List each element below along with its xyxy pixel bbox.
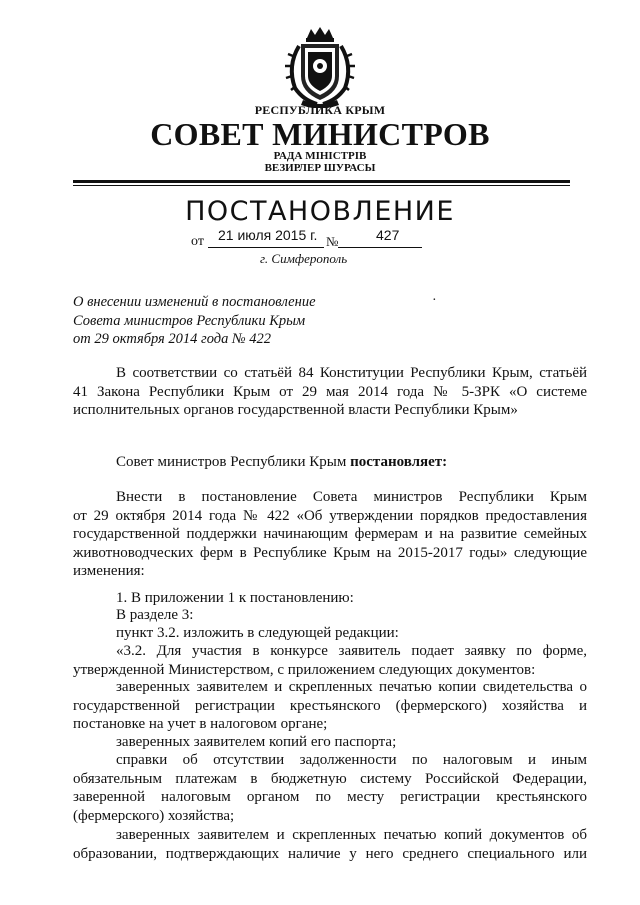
item-section: В разделе 3: <box>116 607 194 623</box>
date-underline <box>208 247 324 248</box>
header-rule-thick <box>73 180 570 183</box>
amendment-line: государственной поддержки начинающим фермерам и на развитие семейных <box>73 526 587 542</box>
council-title-ua: РАДА МІНІСТРІВ <box>273 150 367 162</box>
preamble-line: исполнительных органов государственной власти Республики Крым» <box>73 402 518 418</box>
doc-line: заверенной налоговым органом по месту регистрации крестьянского <box>73 789 587 805</box>
amendment-paragraph <box>73 488 587 581</box>
amendment-line: изменения: <box>73 563 145 579</box>
republic-name: РЕСПУБЛИКА КРЫМ <box>254 103 386 117</box>
document-type: ПОСТАНОВЛЕНИЕ <box>185 196 455 227</box>
council-title-crh: ВЕЗИРЛЕР ШУРАСЫ <box>264 162 376 174</box>
point-3-2-line: утвержденной Министерством, с приложением следующих документов: <box>73 661 536 678</box>
resolves-bold: постановляет: <box>350 454 448 470</box>
document-subject <box>73 293 316 349</box>
preamble-paragraph <box>73 364 587 420</box>
document-city: г. Симферополь <box>260 251 348 266</box>
number-underline <box>338 247 422 248</box>
doc-line: заверенных заявителем и скрепленных печатью копии свидетельства о <box>116 679 587 695</box>
header-rule-thin <box>73 185 570 186</box>
subject-line: О внесении изменений в постановление <box>73 294 316 310</box>
point-3-2-paragraph <box>73 642 587 679</box>
resolves-line <box>116 453 447 472</box>
document-number: 427 <box>376 227 400 243</box>
number-prefix: № <box>326 234 339 249</box>
doc-line: справки об отсутствии задолженности по налоговым и иным <box>116 752 587 768</box>
date-prefix: от <box>191 234 204 249</box>
doc-line: образовании, подтверждающих наличие у него среднего специального или <box>73 845 587 862</box>
resolves-text: Совет министров Республики Крым <box>116 454 351 470</box>
doc-line: заверенных заявителем и скрепленных печатью копий документов об <box>116 827 587 843</box>
stray-mark: · <box>432 293 437 308</box>
amendment-line: Внести в постановление Совета министров Республики Крым <box>116 489 587 505</box>
amendment-line: от 29 октября 2014 года № 422 «Об утверждении порядков предоставления <box>73 507 587 524</box>
document-item-tax-certificate <box>73 751 587 825</box>
doc-line: постановке на учет в налоговом органе; <box>73 716 328 732</box>
document-date: 21 июля 2015 г. <box>218 227 318 243</box>
document-item-passport: заверенных заявителем копий его паспорта; <box>116 734 397 750</box>
doc-line: обязательным платежам в бюджетную систему Российской Федерации, <box>73 770 587 787</box>
point-3-2-line: «3.2. Для участия в конкурсе заявитель подает заявку по форме, <box>116 643 587 659</box>
preamble-line: В соответствии со статьёй 84 Конституции Республики Крым, статьёй <box>116 365 587 381</box>
subject-line: Совета министров Республики Крым <box>73 312 306 329</box>
doc-line: государственной регистрации крестьянского (фермерского) хозяйства и <box>73 697 587 714</box>
council-title-translations <box>0 150 640 174</box>
amendment-line: животноводческих ферм в Республике Крым на 2015-2017 годы» следующие <box>73 544 587 561</box>
council-title: СОВЕТ МИНИСТРОВ <box>150 116 490 152</box>
doc-line: (фермерского) хозяйства; <box>73 807 235 824</box>
subject-line: от 29 октября 2014 года № 422 <box>73 331 272 347</box>
document-item-registration <box>73 678 587 734</box>
item-point: пункт 3.2. изложить в следующей редакции: <box>116 625 399 641</box>
document-item-education <box>73 826 587 863</box>
coat-of-arms-emblem <box>281 26 359 108</box>
preamble-line: 41 Закона Республики Крым от 29 мая 2014 года № 5-ЗРК «О системе <box>73 383 587 400</box>
item-1: 1. В приложении 1 к постановлению: <box>116 590 354 606</box>
